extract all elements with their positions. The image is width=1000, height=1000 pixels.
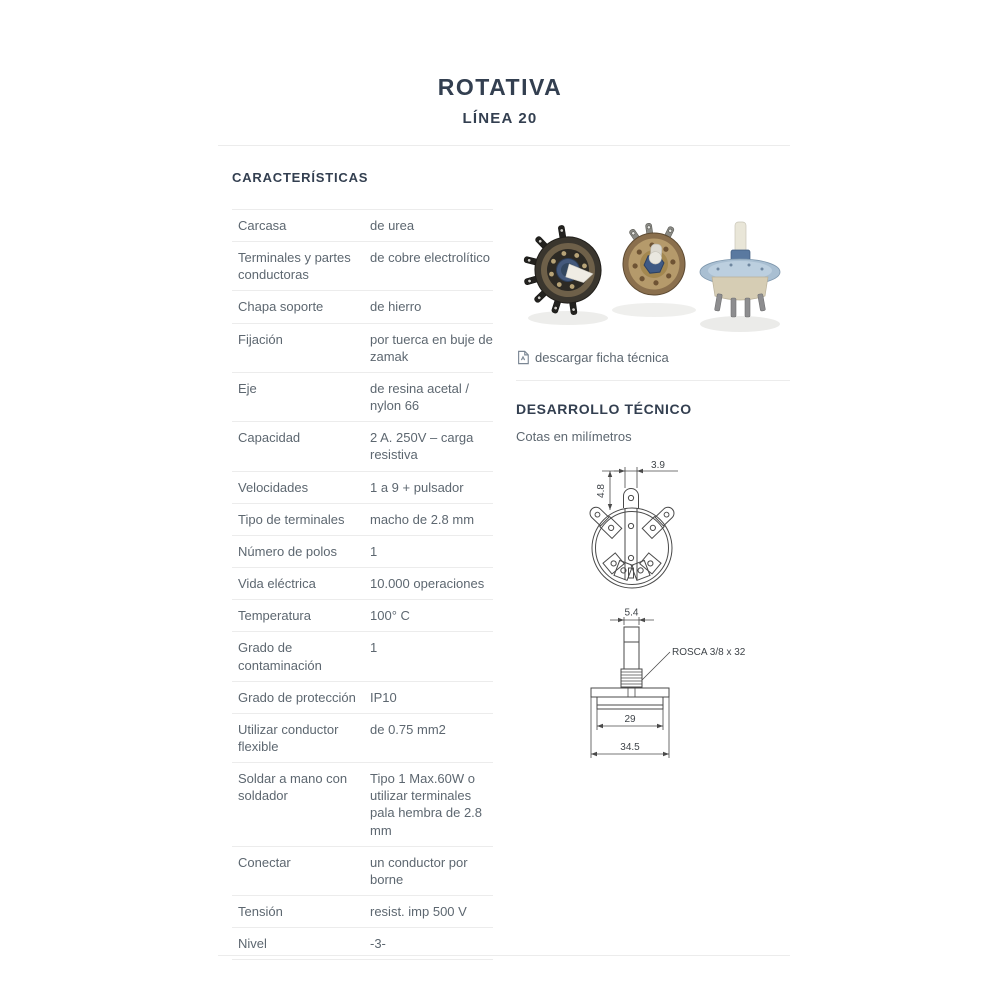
table-row xyxy=(232,324,493,373)
table-row xyxy=(232,242,493,291)
table-row xyxy=(232,847,493,896)
technical-drawing-side-view xyxy=(566,602,768,774)
table-row xyxy=(232,472,493,504)
dim-3-9: 3.9 xyxy=(651,460,665,471)
technical-drawing-top-view xyxy=(574,458,746,600)
switch-front-dark xyxy=(516,218,611,324)
page-subtitle: LÍNEA 20 xyxy=(462,110,538,127)
row-value: macho de 2.8 mm xyxy=(370,511,475,527)
characteristics-table xyxy=(232,209,493,960)
row-value: de hierro xyxy=(370,299,422,315)
row-value: de 0.75 mm2 xyxy=(370,721,446,737)
characteristics-heading: CARACTERÍSTICAS xyxy=(232,170,369,185)
footer-divider xyxy=(218,955,790,956)
row-value: por tuerca en buje de zamak xyxy=(370,331,493,364)
table-row xyxy=(232,373,493,422)
row-label: Grado de contaminación xyxy=(238,640,322,673)
row-label: Conectar xyxy=(238,854,291,870)
page-title: ROTATIVA xyxy=(437,74,563,100)
product-photo xyxy=(516,208,790,340)
dim-4-8: 4.8 xyxy=(596,484,607,498)
row-value: 1 xyxy=(370,640,378,656)
table-row xyxy=(232,763,493,847)
switch-side-view xyxy=(700,222,780,317)
row-label: Número de polos xyxy=(238,543,337,559)
row-label: Terminales y partes conductoras xyxy=(238,250,351,283)
technical-heading: DESARROLLO TÉCNICO xyxy=(516,401,692,417)
table-row xyxy=(232,504,493,536)
row-value: Tipo 1 Max.60W o utilizar terminales pala hembra de 2.8 mm xyxy=(370,771,483,838)
row-value: -3- xyxy=(370,936,386,952)
row-value: de cobre electrolítico xyxy=(370,250,490,266)
table-row xyxy=(232,568,493,600)
table-row xyxy=(232,422,493,471)
table-row xyxy=(232,682,493,714)
row-value: de urea xyxy=(370,218,415,233)
row-label: Eje xyxy=(238,380,257,396)
row-value: 2 A. 250V – carga resistiva xyxy=(370,430,474,463)
row-label: Grado de protección xyxy=(238,689,356,705)
table-row xyxy=(232,896,493,928)
row-label: Tensión xyxy=(238,904,283,920)
characteristics-section xyxy=(232,170,493,960)
header-divider xyxy=(218,145,790,146)
download-label: descargar ficha técnica xyxy=(535,350,669,365)
table-row xyxy=(232,210,493,242)
file-document-icon xyxy=(516,350,530,365)
row-value: un conductor por borne xyxy=(370,854,468,887)
row-label: Soldar a mano con soldador xyxy=(238,771,348,804)
table-row xyxy=(232,600,493,632)
row-label: Tipo de terminales xyxy=(238,511,345,527)
row-value: de resina acetal / nylon 66 xyxy=(370,380,470,414)
row-label: Vida eléctrica xyxy=(238,576,316,592)
table-row xyxy=(232,536,493,568)
row-value: IP10 xyxy=(370,689,397,705)
right-divider xyxy=(516,380,790,381)
dim-34-5: 34.5 xyxy=(620,742,640,753)
row-label: Temperatura xyxy=(238,608,311,624)
download-datasheet-link[interactable] xyxy=(516,350,790,365)
row-value: resist. imp 500 V xyxy=(370,904,467,920)
thread-callout: ROSCA 3/8 x 32 xyxy=(672,647,746,658)
dim-5-4: 5.4 xyxy=(624,607,639,619)
table-row xyxy=(232,291,493,323)
page-header xyxy=(0,74,1000,127)
row-label: Velocidades xyxy=(238,479,309,495)
row-label: Capacidad xyxy=(238,430,301,446)
row-value: 100° C xyxy=(370,608,410,624)
row-label: Nivel xyxy=(238,936,267,952)
row-value: 1 a 9 + pulsador xyxy=(370,479,464,495)
row-value: 10.000 operaciones xyxy=(370,576,485,592)
row-label: Chapa soporte xyxy=(238,299,324,315)
dim-29: 29 xyxy=(624,714,636,725)
row-label: Carcasa xyxy=(238,218,287,233)
technical-column xyxy=(516,208,790,774)
row-value: 1 xyxy=(370,543,378,559)
table-row xyxy=(232,632,493,681)
table-row xyxy=(232,714,493,763)
row-label: Utilizar conductor flexible xyxy=(238,721,339,754)
row-label: Fijación xyxy=(238,331,283,347)
switch-front-brass xyxy=(619,220,688,298)
technical-note: Cotas en milímetros xyxy=(516,429,632,444)
